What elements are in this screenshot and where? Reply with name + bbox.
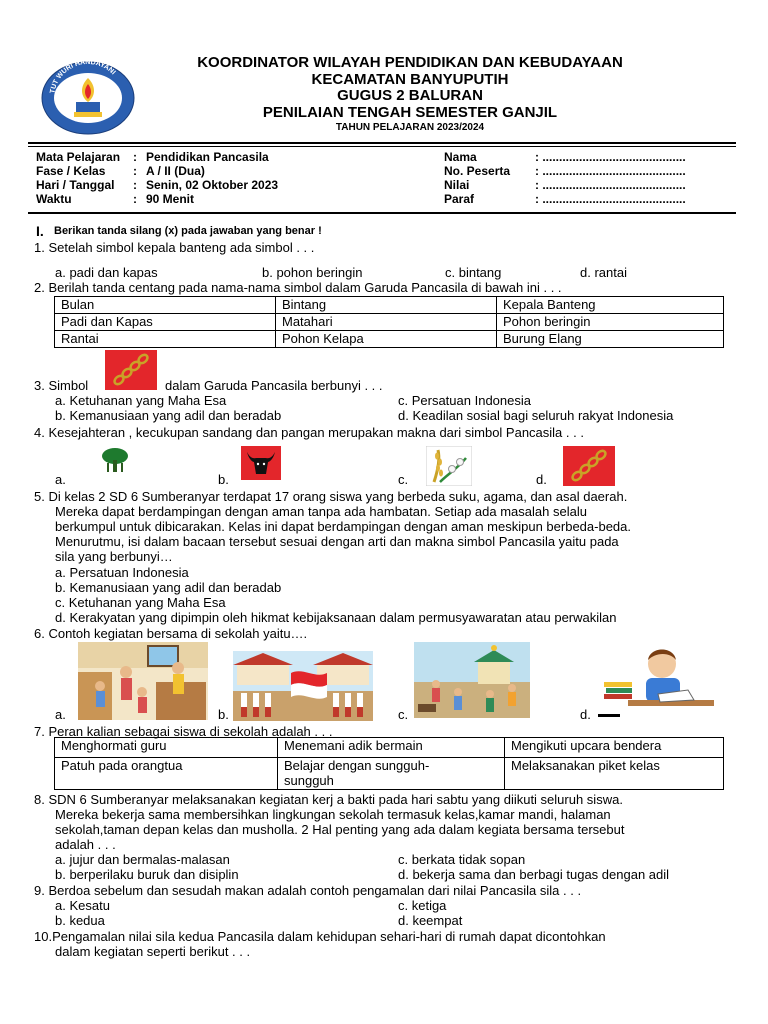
header-line-1: KOORDINATOR WILAYAH PENDIDIKAN DAN KEBUDAYAAN bbox=[197, 54, 623, 71]
q7-role-table bbox=[54, 737, 724, 790]
q6-text: 6. Contoh kegiatan bersama di sekolah yaitu…. bbox=[34, 626, 308, 641]
q1-option-b[interactable]: b. pohon beringin bbox=[262, 265, 363, 280]
q2-cell[interactable]: Pohon beringin bbox=[497, 314, 724, 331]
header-line-5: TAHUN PELAJARAN 2023/2024 bbox=[335, 122, 485, 133]
community-work-illustration bbox=[414, 642, 530, 718]
info-fase-kelas-value: A / II (Dua) bbox=[146, 164, 205, 178]
q3-option-c[interactable]: c. Persatuan Indonesia bbox=[398, 393, 531, 408]
header-line-3: GUGUS 2 BALURAN bbox=[337, 87, 483, 104]
q9-option-b[interactable]: b. kedua bbox=[55, 913, 105, 928]
q3-option-a[interactable]: a. Ketuhanan yang Maha Esa bbox=[55, 393, 227, 408]
info-paraf-field[interactable]: : ........................................... bbox=[535, 192, 686, 206]
q5-text-line-5: sila yang berbunyi… bbox=[55, 549, 173, 564]
q2-text: 2. Berilah tanda centang pada nama-nama simbol dalam Garuda Pancasila di bawah ini . . . bbox=[34, 280, 562, 295]
header-rule-thick bbox=[28, 142, 736, 144]
info-waktu-label: Waktu bbox=[36, 192, 72, 206]
q1-option-d[interactable]: d. rantai bbox=[580, 265, 627, 280]
q3-option-b[interactable]: b. Kemanusiaan yang adil dan beradab bbox=[55, 408, 282, 423]
info-hari-tanggal-label: Hari / Tanggal bbox=[36, 178, 115, 192]
info-nilai-label: Nilai bbox=[444, 178, 470, 192]
header-line-4: PENILAIAN TENGAH SEMESTER GANJIL bbox=[262, 104, 558, 121]
q6-option-b[interactable]: b. bbox=[218, 707, 229, 722]
header-rule-thin bbox=[28, 146, 736, 147]
q3-text-end: dalam Garuda Pancasila berbunyi . . . bbox=[165, 378, 383, 393]
q1-text: 1. Setelah simbol kepala banteng ada simbol . . . bbox=[34, 240, 315, 255]
q5-option-c[interactable]: c. Ketuhanan yang Maha Esa bbox=[55, 595, 226, 610]
q6-option-d[interactable]: d. bbox=[580, 707, 591, 722]
info-colon: : bbox=[133, 150, 137, 164]
q4-option-a[interactable]: a. bbox=[55, 472, 66, 487]
info-nama-label: Nama bbox=[444, 150, 477, 164]
q5-option-b[interactable]: b. Kemanusiaan yang adil dan beradab bbox=[55, 580, 282, 595]
rice-cotton-icon bbox=[426, 446, 472, 486]
info-paraf-label: Paraf bbox=[444, 192, 475, 206]
q7-cell[interactable]: Menemani adik bermain bbox=[278, 738, 505, 758]
q6-option-a[interactable]: a. bbox=[55, 707, 66, 722]
q2-cell[interactable]: Burung Elang bbox=[497, 331, 724, 348]
q7-cell-line-2: sungguh bbox=[284, 773, 334, 788]
svg-text:TUT WURI HANDAYANI: TUT WURI HANDAYANI bbox=[49, 58, 117, 95]
q7-cell[interactable] bbox=[278, 758, 505, 790]
q2-cell[interactable]: Pohon Kelapa bbox=[276, 331, 497, 348]
q5-text-line-1: 5. Di kelas 2 SD 6 Sumberanyar terdapat 17 orang siswa yang berbeda suku, agama, dan asal daerah. bbox=[34, 489, 628, 504]
q7-text: 7. Peran kalian sebagai siswa di sekolah adalah . . . bbox=[34, 724, 333, 739]
q7-cell-line-1: Belajar dengan sungguh- bbox=[284, 758, 430, 773]
q1-option-a[interactable]: a. padi dan kapas bbox=[55, 265, 158, 280]
info-no-peserta-label: No. Peserta bbox=[444, 164, 511, 178]
chain-symbol-icon bbox=[563, 446, 615, 486]
q7-cell[interactable]: Menghormati guru bbox=[55, 738, 278, 758]
q5-option-a[interactable]: a. Persatuan Indonesia bbox=[55, 565, 189, 580]
header-line-2: KECAMATAN BANYUPUTIH bbox=[311, 71, 509, 88]
info-colon: : bbox=[133, 192, 137, 206]
flag-ceremony-illustration bbox=[233, 651, 373, 721]
q8-option-c[interactable]: c. berkata tidak sopan bbox=[398, 852, 526, 867]
q2-cell[interactable]: Kepala Banteng bbox=[497, 297, 724, 314]
q9-option-a[interactable]: a. Kesatu bbox=[55, 898, 110, 913]
info-colon: : bbox=[133, 178, 137, 192]
info-nama-field[interactable]: : ........................................... bbox=[535, 150, 686, 164]
q8-text-line-1: 8. SDN 6 Sumberanyar melaksanakan kegiatan kerj a bakti pada hari sabtu yang diikuti seluruh siswa. bbox=[34, 792, 623, 807]
chain-symbol-icon bbox=[105, 350, 157, 390]
bull-head-icon bbox=[241, 446, 281, 480]
q8-option-b[interactable]: b. berperilaku buruk dan disiplin bbox=[55, 867, 239, 882]
q5-option-d[interactable]: d. Kerakyatan yang dipimpin oleh hikmat kebijaksanaan dalam permusyawaratan atau perwakilan bbox=[55, 610, 617, 625]
q8-option-a[interactable]: a. jujur dan bermalas-malasan bbox=[55, 852, 230, 867]
student-studying-illustration bbox=[598, 642, 714, 720]
q9-text: 9. Berdoa sebelum dan sesudah makan adalah contoh pengamalan dari nilai Pancasila sila . . . bbox=[34, 883, 582, 898]
q1-option-c[interactable]: c. bintang bbox=[445, 265, 502, 280]
q5-text-line-4: Menurutmu, isi dalam bacaan tersebut sesuai dengan arti dan makna simbol Pancasila yaitu pada bbox=[55, 534, 619, 549]
info-rule bbox=[28, 212, 736, 214]
q7-cell[interactable]: Melaksanakan piket kelas bbox=[505, 758, 724, 790]
q8-option-d[interactable]: d. bekerja sama dan berbagi tugas dengan adil bbox=[398, 867, 670, 882]
q2-cell[interactable]: Bintang bbox=[276, 297, 497, 314]
q2-cell[interactable]: Matahari bbox=[276, 314, 497, 331]
info-hari-tanggal-value: Senin, 02 Oktober 2023 bbox=[146, 178, 279, 192]
q8-text-line-3: sekolah,taman depan kelas dan musholla. 2 Hal penting yang ada dalam kegiata bersama tersebut bbox=[55, 822, 625, 837]
q2-cell[interactable]: Padi dan Kapas bbox=[55, 314, 276, 331]
q2-cell[interactable]: Rantai bbox=[55, 331, 276, 348]
q9-option-d[interactable]: d. keempat bbox=[398, 913, 463, 928]
q10-text-line-2: dalam kegiatan seperti berikut . . . bbox=[55, 944, 251, 959]
banyan-tree-icon bbox=[100, 445, 130, 473]
section-instruction: Berikan tanda silang (x) pada jawaban yang benar ! bbox=[54, 225, 322, 237]
q3-option-d[interactable]: d. Keadilan sosial bagi seluruh rakyat Indonesia bbox=[398, 408, 674, 423]
section-number: I. bbox=[36, 223, 44, 239]
info-mata-pelajaran-value: Pendidikan Pancasila bbox=[146, 150, 269, 164]
q6-option-c[interactable]: c. bbox=[398, 707, 409, 722]
q4-text: 4. Kesejahteran , kecukupan sandang dan pangan merupakan makna dari simbol Pancasila . . . bbox=[34, 425, 584, 440]
info-waktu-value: 90 Menit bbox=[146, 192, 195, 206]
q2-cell[interactable]: Bulan bbox=[55, 297, 276, 314]
info-fase-kelas-label: Fase / Kelas bbox=[36, 164, 106, 178]
q4-option-d[interactable]: d. bbox=[536, 472, 547, 487]
q9-option-c[interactable]: c. ketiga bbox=[398, 898, 447, 913]
q10-text-line-1: 10.Pengamalan nilai sila kedua Pancasila dalam kehidupan sehari-hari di rumah dapat dicontohkan bbox=[34, 929, 606, 944]
q7-cell[interactable]: Patuh pada orangtua bbox=[55, 758, 278, 790]
household-activity-illustration bbox=[78, 642, 208, 720]
q3-text-start: 3. Simbol bbox=[34, 378, 89, 393]
info-nilai-field[interactable]: : ........................................... bbox=[535, 178, 686, 192]
q5-text-line-2: Mereka dapat berdampingan dengan aman tanpa ada hambatan. Setiap ada masalah selalu bbox=[55, 504, 587, 519]
info-mata-pelajaran-label: Mata Pelajaran bbox=[36, 150, 121, 164]
q4-option-c[interactable]: c. bbox=[398, 472, 409, 487]
q8-text-line-2: Mereka bekerja sama membersihkan lingkungan sekolah termasuk kelas,kamar mandi, halaman bbox=[55, 807, 611, 822]
info-no-peserta-field[interactable]: : ........................................... bbox=[535, 164, 686, 178]
info-colon: : bbox=[133, 164, 137, 178]
q4-option-b[interactable]: b. bbox=[218, 472, 229, 487]
q7-cell[interactable]: Mengikuti upcara bendera bbox=[505, 738, 724, 758]
q5-text-line-3: berkumpul untuk dibicarakan. Kelas ini dapat berdampingan dengan aman meskipun berbeda-beda. bbox=[55, 519, 631, 534]
q2-symbol-table bbox=[54, 296, 724, 348]
q8-text-line-4: adalah . . . bbox=[55, 837, 116, 852]
